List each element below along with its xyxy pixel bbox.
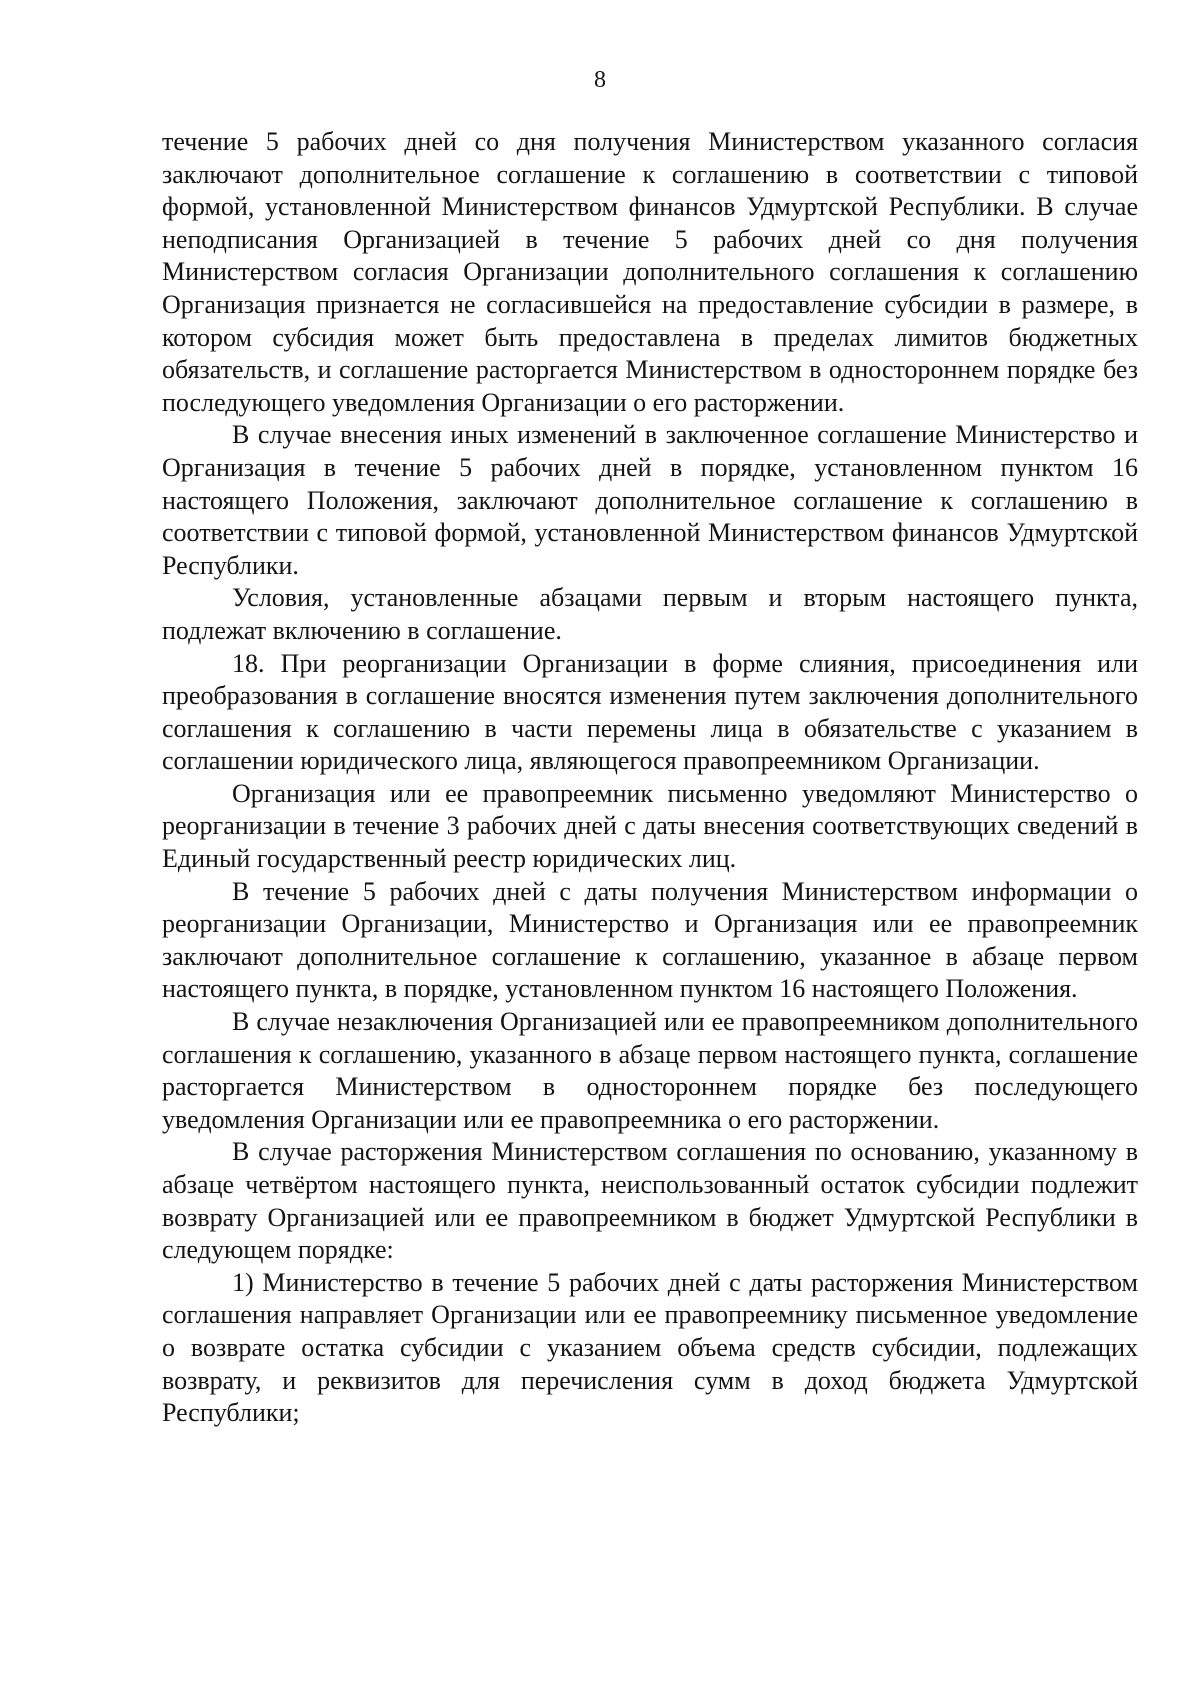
paragraph: В случае внесения иных изменений в заключенное соглашение Министерство и Организация в течение 5 рабочих дней в порядке, установленном пунктом 16 настоящего Положения, заключают дополнительное соглашение к соглашению в соответствии с типовой формой, установленной Министерством финансов Удмуртской Республики.: [162, 420, 1138, 580]
paragraph: Условия, установленные абзацами первым и вторым настоящего пункта, подлежат включению в соглашение.: [162, 583, 1138, 645]
paragraph: Организация или ее правопреемник письменно уведомляют Министерство о реорганизации в течение 3 рабочих дней с даты внесения соответствующих сведений в Единый государственный реестр юридических лиц.: [162, 778, 1138, 874]
document-body: [162, 126, 1138, 1430]
page-number: 8: [594, 67, 606, 93]
paragraph: В течение 5 рабочих дней с даты получения Министерством информации о реорганизации Организации, Министерство и Организация или ее правопреемник заключают дополнительное соглашение к соглашению, указанное в абзаце первом настоящего пункта, в порядке, установленном пунктом 16 настоящего Положения.: [162, 876, 1138, 1004]
paragraph: В случае незаключения Организацией или ее правопреемником дополнительного соглашения к соглашению, указанного в абзаце первом настоящего пункта, соглашение расторгается Министерством в одностороннем порядке без последующего уведомления Организации или ее правопреемника о его расторжении.: [162, 1007, 1138, 1134]
paragraph: В случае расторжения Министерством соглашения по основанию, указанному в абзаце четвёртом настоящего пункта, неиспользованный остаток субсидии подлежит возврату Организацией или ее правопреемником в бюджет Удмуртской Республики в следующем порядке:: [162, 1137, 1138, 1265]
paragraph-clause-18: 18. При реорганизации Организации в форме слияния, присоединения или преобразования в соглашение вносятся изменения путем заключения дополнительного соглашения к соглашению в части перемены лица в обязательстве с указанием в соглашении юридического лица, являющегося правопреемником Организации.: [162, 648, 1138, 776]
paragraph-list-item-1: 1) Министерство в течение 5 рабочих дней с даты расторжения Министерством соглашения направляет Организации или ее правопреемнику письменное уведомление о возврате остатка субсидии с указанием объема средств субсидии, подлежащих возврату, и реквизитов для перечисления сумм в доход бюджета Удмуртской Республики;: [162, 1267, 1138, 1428]
paragraph-continuation: течение 5 рабочих дней со дня получения Министерством указанного согласия заключают дополнительное соглашение к соглашению в соответствии с типовой формой, установленной Министерством финансов Удмуртской Республики. В случае неподписания Организацией в течение 5 рабочих дней со дня получения Министерством согласия Организации дополнительного соглашения к соглашению Организация признается не согласившейся на предоставление субсидии в размере, в котором субсидия может быть предоставлена в пределах лимитов бюджетных обязательств, и соглашение расторгается Министерством в одностороннем порядке без последующего уведомления Организации о его расторжении.: [162, 127, 1138, 417]
